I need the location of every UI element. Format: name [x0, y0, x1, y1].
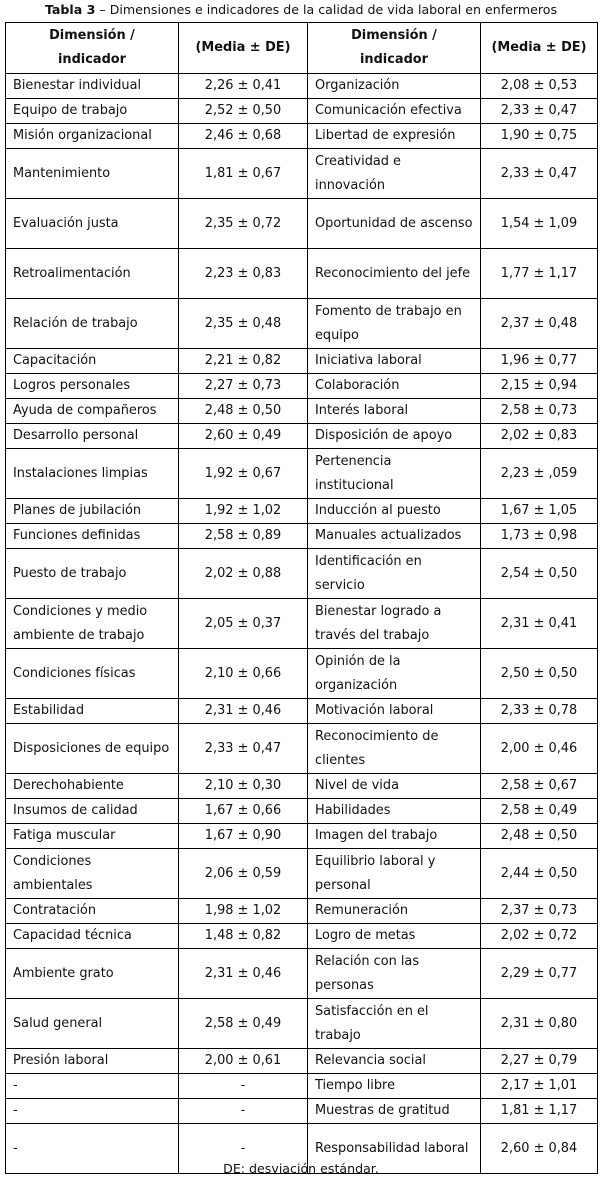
mean-right: 2,58 ± 0,67 — [481, 774, 598, 799]
indicator-right: Logro de metas — [308, 924, 481, 949]
indicator-left: Desarrollo personal — [6, 424, 179, 449]
indicator-right: Creatividad e innovación — [308, 149, 481, 199]
quality-of-work-life-table — [5, 22, 598, 1174]
indicator-right: Organización — [308, 74, 481, 99]
header-mean-left: (Media ± DE) — [179, 23, 308, 74]
table-row — [6, 199, 598, 249]
mean-left: 2,27 ± 0,73 — [179, 374, 308, 399]
indicator-right: Inducción al puesto — [308, 499, 481, 524]
caption-text: – Dimensiones e indicadores de la calidad de vida laboral en enfermeros — [95, 2, 558, 17]
mean-left: 1,67 ± 0,90 — [179, 824, 308, 849]
indicator-right: Equilibrio laboral y personal — [308, 849, 481, 899]
indicator-left: - — [6, 1124, 179, 1174]
mean-left: 2,02 ± 0,88 — [179, 549, 308, 599]
indicator-left: Evaluación justa — [6, 199, 179, 249]
table-row — [6, 774, 598, 799]
indicator-right: Motivación laboral — [308, 699, 481, 724]
table-row — [6, 799, 598, 824]
mean-left: 2,58 ± 0,89 — [179, 524, 308, 549]
mean-left: 1,81 ± 0,67 — [179, 149, 308, 199]
mean-right: 2,48 ± 0,50 — [481, 824, 598, 849]
mean-right: 2,37 ± 0,73 — [481, 899, 598, 924]
mean-left: 2,21 ± 0,82 — [179, 349, 308, 374]
mean-left: 1,92 ± 1,02 — [179, 499, 308, 524]
table-row — [6, 424, 598, 449]
table-row — [6, 399, 598, 424]
indicator-right: Manuales actualizados — [308, 524, 481, 549]
indicator-left: Instalaciones limpias — [6, 449, 179, 499]
mean-right: 2,31 ± 0,41 — [481, 599, 598, 649]
indicator-right: Pertenencia institucional — [308, 449, 481, 499]
table-row — [6, 349, 598, 374]
mean-right: 2,50 ± 0,50 — [481, 649, 598, 699]
table-row — [6, 499, 598, 524]
indicator-left: Relación de trabajo — [6, 299, 179, 349]
header-row — [6, 23, 598, 74]
indicator-right: Opinión de la organización — [308, 649, 481, 699]
indicator-right: Reconocimiento del jefe — [308, 249, 481, 299]
indicator-left: Bienestar individual — [6, 74, 179, 99]
mean-right: 2,23 ± ,059 — [481, 449, 598, 499]
mean-right: 2,17 ± 1,01 — [481, 1074, 598, 1099]
mean-left: 2,33 ± 0,47 — [179, 724, 308, 774]
table-row — [6, 824, 598, 849]
mean-right: 2,58 ± 0,73 — [481, 399, 598, 424]
indicator-right: Imagen del trabajo — [308, 824, 481, 849]
footnote: DE: desviación estándar. — [223, 1161, 379, 1176]
indicator-right: Bienestar logrado a través del trabajo — [308, 599, 481, 649]
indicator-right: Fomento de trabajo en equipo — [308, 299, 481, 349]
indicator-left: Retroalimentación — [6, 249, 179, 299]
indicator-left: Contratación — [6, 899, 179, 924]
indicator-left: Logros personales — [6, 374, 179, 399]
mean-left: 2,23 ± 0,83 — [179, 249, 308, 299]
mean-left: 2,31 ± 0,46 — [179, 699, 308, 724]
table-caption — [0, 2, 602, 17]
mean-left: - — [179, 1074, 308, 1099]
mean-left: 2,46 ± 0,68 — [179, 124, 308, 149]
mean-right: 1,96 ± 0,77 — [481, 349, 598, 374]
mean-right: 1,54 ± 1,09 — [481, 199, 598, 249]
mean-right: 2,02 ± 0,72 — [481, 924, 598, 949]
indicator-right: Disposición de apoyo — [308, 424, 481, 449]
table-row — [6, 599, 598, 649]
mean-right: 2,15 ± 0,94 — [481, 374, 598, 399]
indicator-left: Ayuda de compañeros — [6, 399, 179, 424]
mean-left: 2,05 ± 0,37 — [179, 599, 308, 649]
indicator-right: Interés laboral — [308, 399, 481, 424]
table-row — [6, 924, 598, 949]
mean-right: 2,33 ± 0,47 — [481, 149, 598, 199]
indicator-right: Muestras de gratitud — [308, 1099, 481, 1124]
indicator-right: Habilidades — [308, 799, 481, 824]
mean-left: 2,52 ± 0,50 — [179, 99, 308, 124]
indicator-left: Mantenimiento — [6, 149, 179, 199]
mean-right: 2,08 ± 0,53 — [481, 74, 598, 99]
table-row — [6, 699, 598, 724]
table-row — [6, 299, 598, 349]
indicator-left: Derechohabiente — [6, 774, 179, 799]
mean-left: 2,26 ± 0,41 — [179, 74, 308, 99]
indicator-left: Condiciones y medio ambiente de trabajo — [6, 599, 179, 649]
mean-right: 2,02 ± 0,83 — [481, 424, 598, 449]
indicator-right: Libertad de expresión — [308, 124, 481, 149]
mean-right: 2,31 ± 0,80 — [481, 999, 598, 1049]
indicator-right: Tiempo libre — [308, 1074, 481, 1099]
indicator-left: Misión organizacional — [6, 124, 179, 149]
table-row — [6, 374, 598, 399]
table-row — [6, 549, 598, 599]
table-row — [6, 524, 598, 549]
mean-left: - — [179, 1124, 308, 1174]
indicator-right: Reconocimiento de clientes — [308, 724, 481, 774]
indicator-left: Ambiente grato — [6, 949, 179, 999]
mean-right: 2,60 ± 0,84 — [481, 1124, 598, 1174]
mean-right: 2,00 ± 0,46 — [481, 724, 598, 774]
mean-left: 2,60 ± 0,49 — [179, 424, 308, 449]
mean-left: 2,48 ± 0,50 — [179, 399, 308, 424]
indicator-right: Colaboración — [308, 374, 481, 399]
indicator-right: Comunicación efectiva — [308, 99, 481, 124]
indicator-right: Satisfacción en el trabajo — [308, 999, 481, 1049]
mean-left: 1,67 ± 0,66 — [179, 799, 308, 824]
mean-right: 1,73 ± 0,98 — [481, 524, 598, 549]
indicator-right: Iniciativa laboral — [308, 349, 481, 374]
indicator-left: Condiciones físicas — [6, 649, 179, 699]
table-row — [6, 449, 598, 499]
indicator-left: Puesto de trabajo — [6, 549, 179, 599]
table-row — [6, 899, 598, 924]
indicator-left: Estabilidad — [6, 699, 179, 724]
mean-left: 2,00 ± 0,61 — [179, 1049, 308, 1074]
indicator-left: - — [6, 1074, 179, 1099]
mean-right: 2,33 ± 0,78 — [481, 699, 598, 724]
table-row — [6, 124, 598, 149]
table-row — [6, 249, 598, 299]
mean-right: 2,27 ± 0,79 — [481, 1049, 598, 1074]
indicator-left: Capacidad técnica — [6, 924, 179, 949]
mean-left: 1,92 ± 0,67 — [179, 449, 308, 499]
header-mean-right: (Media ± DE) — [481, 23, 598, 74]
table-row — [6, 1074, 598, 1099]
indicator-left: Equipo de trabajo — [6, 99, 179, 124]
indicator-left: Disposiciones de equipo — [6, 724, 179, 774]
indicator-right: Relevancia social — [308, 1049, 481, 1074]
indicator-right: Oportunidad de ascenso — [308, 199, 481, 249]
indicator-left: Capacitación — [6, 349, 179, 374]
indicator-left: Funciones definidas — [6, 524, 179, 549]
table-row — [6, 949, 598, 999]
mean-left: 1,48 ± 0,82 — [179, 924, 308, 949]
indicator-right: Remuneración — [308, 899, 481, 924]
mean-right: 2,54 ± 0,50 — [481, 549, 598, 599]
indicator-right: Responsabilidad laboral — [308, 1124, 481, 1174]
indicator-left: - — [6, 1099, 179, 1124]
header-dimension-right: Dimensión / indicador — [308, 23, 481, 74]
indicator-left: Planes de jubilación — [6, 499, 179, 524]
mean-right: 2,33 ± 0,47 — [481, 99, 598, 124]
mean-left: 2,31 ± 0,46 — [179, 949, 308, 999]
indicator-right: Identificación en servicio — [308, 549, 481, 599]
caption-label: Tabla 3 — [44, 2, 96, 17]
indicator-right: Relación con las personas — [308, 949, 481, 999]
mean-right: 1,81 ± 1,17 — [481, 1099, 598, 1124]
mean-left: 2,10 ± 0,30 — [179, 774, 308, 799]
mean-right: 1,90 ± 0,75 — [481, 124, 598, 149]
mean-left: 2,58 ± 0,49 — [179, 999, 308, 1049]
table-row — [6, 999, 598, 1049]
table-row — [6, 849, 598, 899]
mean-left: 1,98 ± 1,02 — [179, 899, 308, 924]
indicator-left: Condiciones ambientales — [6, 849, 179, 899]
table-row — [6, 1049, 598, 1074]
mean-left: 2,35 ± 0,72 — [179, 199, 308, 249]
mean-right: 2,29 ± 0,77 — [481, 949, 598, 999]
mean-right: 2,37 ± 0,48 — [481, 299, 598, 349]
mean-left: 2,35 ± 0,48 — [179, 299, 308, 349]
mean-right: 1,67 ± 1,05 — [481, 499, 598, 524]
table-row — [6, 74, 598, 99]
mean-right: 2,44 ± 0,50 — [481, 849, 598, 899]
table-row — [6, 649, 598, 699]
indicator-right: Nivel de vida — [308, 774, 481, 799]
table-row — [6, 724, 598, 774]
mean-left: 2,06 ± 0,59 — [179, 849, 308, 899]
mean-left: - — [179, 1099, 308, 1124]
mean-left: 2,10 ± 0,66 — [179, 649, 308, 699]
table-row — [6, 1099, 598, 1124]
mean-right: 2,58 ± 0,49 — [481, 799, 598, 824]
indicator-left: Salud general — [6, 999, 179, 1049]
indicator-left: Insumos de calidad — [6, 799, 179, 824]
table-row — [6, 99, 598, 124]
indicator-left: Fatiga muscular — [6, 824, 179, 849]
header-dimension-left: Dimensión / indicador — [6, 23, 179, 74]
table-row — [6, 149, 598, 199]
indicator-left: Presión laboral — [6, 1049, 179, 1074]
mean-right: 1,77 ± 1,17 — [481, 249, 598, 299]
